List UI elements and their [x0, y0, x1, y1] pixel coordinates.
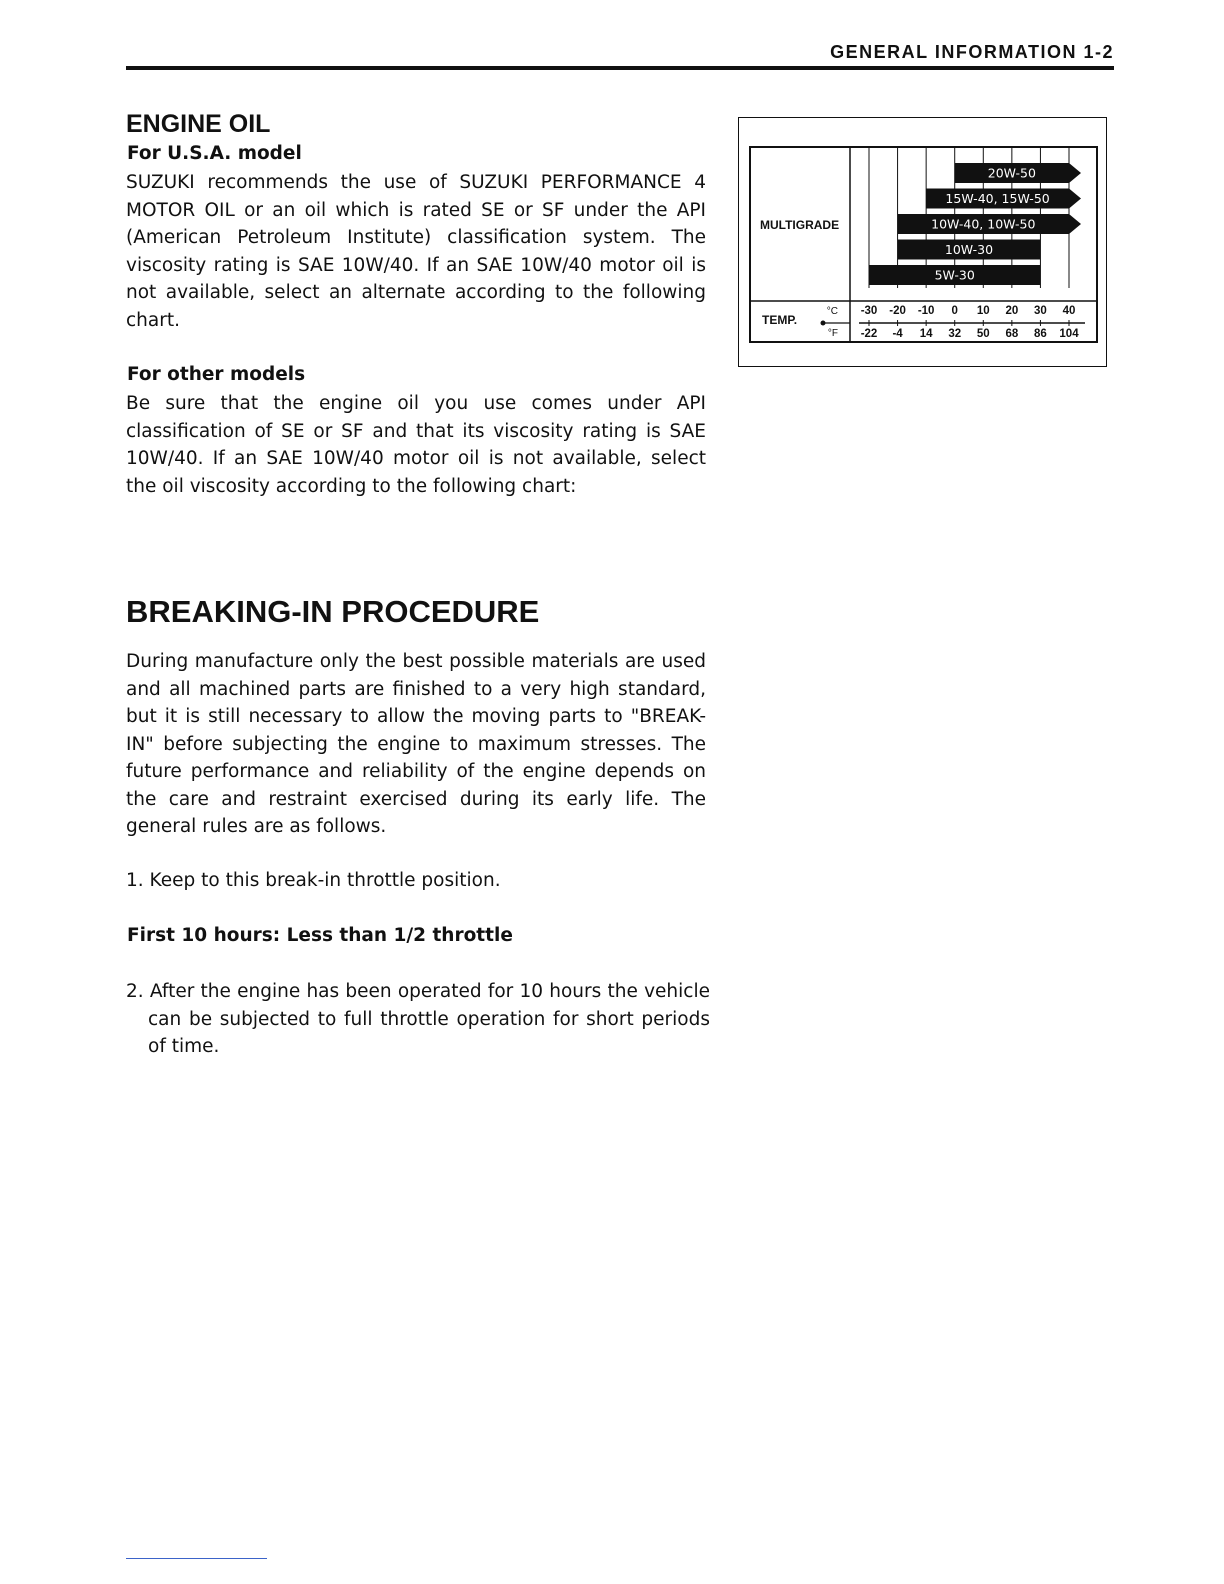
fahrenheit-tick-label: -22	[860, 328, 878, 340]
other-models-text: Be sure that the engine oil you use comes under API classification of SE or SF and that its viscosity rating is SAE 10W/40. If an SAE 10W/40 motor oil is not available, select the oil viscosity according to the following chart:	[126, 393, 706, 497]
fahrenheit-tick-label: 86	[1034, 328, 1047, 340]
list-item: 1. Keep to this break-in throttle position.	[126, 870, 501, 891]
celsius-tick-label: -30	[860, 305, 878, 317]
temp-label: TEMP.	[762, 313, 798, 327]
celsius-unit-label: °C	[826, 306, 838, 317]
fahrenheit-tick-label: 32	[948, 328, 962, 340]
other-models-heading: For other models	[127, 364, 306, 385]
header-rule	[126, 66, 1114, 70]
multigrade-label: MULTIGRADE	[760, 218, 840, 232]
celsius-tick-label: 0	[951, 305, 958, 317]
viscosity-bar-label: 10W-30	[944, 242, 994, 257]
engine-oil-heading: ENGINE OIL	[126, 110, 271, 138]
footer-rule	[126, 1558, 267, 1559]
fahrenheit-tick-label: 14	[919, 328, 933, 340]
fahrenheit-tick-label: 68	[1005, 328, 1019, 340]
oil-viscosity-chart-frame	[738, 117, 1107, 367]
throttle-rule: First 10 hours: Less than 1/2 throttle	[127, 925, 513, 946]
fahrenheit-tick-label: 104	[1059, 328, 1079, 340]
breaking-in-intro: During manufacture only the best possible materials are used and all machined parts are finished to a very high standard, but it is still necessary to allow the moving parts to "BREAK-IN" before subjecting the engine to maximum stresses. The future performance and reliability of the engine depends on the care and restraint exercised during its early life. The general rules are as follows.	[126, 651, 706, 837]
celsius-tick-label: 10	[976, 305, 990, 317]
oil-viscosity-chart	[739, 118, 1105, 365]
viscosity-bar-label: 20W-50	[987, 165, 1036, 181]
usa-model-text: SUZUKI recommends the use of SUZUKI PERFORMANCE 4 MOTOR OIL or an oil which is rated SE or SF under the API (American Petroleum Institute) classification system. The viscosity rating is SAE 10W/40. If an SAE 10W/40 motor oil is not available, select an alternate according to the following chart.	[126, 172, 706, 331]
celsius-tick-label: 40	[1062, 305, 1076, 317]
fahrenheit-unit-label: °F	[827, 328, 838, 339]
fahrenheit-tick-label: 50	[976, 328, 990, 340]
viscosity-bar-label: 15W-40, 15W-50	[945, 191, 1050, 206]
header-title: GENERAL INFORMATION 1-2	[830, 42, 1114, 62]
fahrenheit-tick-label: -4	[892, 328, 903, 340]
viscosity-bar-label: 10W-40, 10W-50	[931, 216, 1036, 232]
celsius-tick-label: -20	[889, 305, 906, 317]
viscosity-bar-label: 5W-30	[934, 267, 975, 283]
breaking-in-heading: BREAKING-IN PROCEDURE	[126, 594, 540, 629]
usa-model-heading: For U.S.A. model	[127, 143, 302, 164]
celsius-tick-label: 30	[1034, 305, 1047, 317]
celsius-tick-label: -10	[917, 305, 935, 317]
list-item: 2. After the engine has been operated for 10 hours the vehicle can be subjected to full throttle operation for short periods of time.	[126, 981, 710, 1057]
celsius-tick-label: 20	[1005, 305, 1019, 317]
